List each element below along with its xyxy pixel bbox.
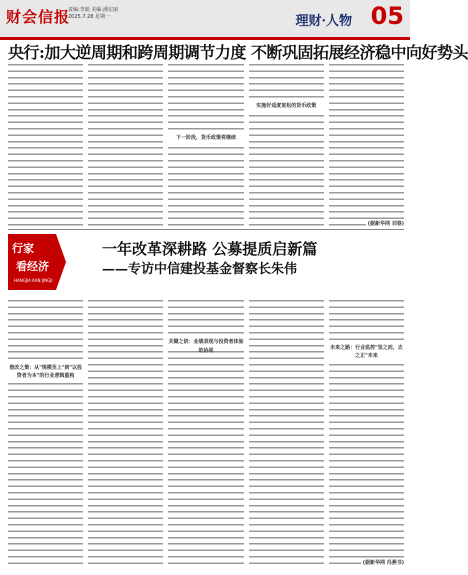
feature-byline: (据新华网 冯燕书) [362,560,405,566]
article-column [168,62,243,227]
masthead-meta [68,7,156,21]
article-column [329,298,404,566]
column-badge [8,234,56,290]
top-story-body [8,62,404,227]
badge-arrow [56,234,66,290]
article-column [88,62,163,227]
feature-subhead: 借改之策：从"规模至上"到"以投资者为本"的行业逻辑重构 [9,365,83,379]
date-line: 2025.7.28 星期一 [68,14,111,20]
feature-subheadline: ——专访中信建投基金督察长朱伟 [102,262,298,277]
story-byline: (据新华网 刘春) [367,221,405,227]
page-number: 05 [370,2,404,30]
badge-line3: HANGJIA KAN JINGJI [14,278,53,283]
editor-line: 责编:李娟 美编:潘宏丽 [68,7,118,13]
badge-line1: 行家 [12,242,34,255]
newspaper-logo: 财会信报 [6,8,71,26]
section-divider [8,229,404,230]
masthead [0,0,410,37]
feature-subhead: 未来之路：行业监控"坚之而，去之正"未来 [330,345,403,359]
story-subhead: 下一阶段，货币政策将继续 [168,134,243,143]
article-column [168,298,243,566]
article-column [8,298,83,566]
article-column [8,62,83,227]
top-story-headline: 央行:加大逆周期和跨周期调节力度 不断巩固拓展经济稳中向好势头 [8,43,468,62]
section-title: 理财·人物 [295,14,352,29]
badge-line2: 看经济 [16,260,49,273]
feature-subhead: 关键之钥：业绩表现与投资者体验的协同 [168,339,244,354]
article-column [249,62,324,227]
story-subhead: 实施好适度宽松的货币政策 [249,102,324,111]
article-column [249,298,324,566]
feature-body [8,298,404,566]
feature-headline: 一年改革深耕路 公募提质启新篇 [102,240,318,258]
article-column [329,62,404,227]
article-column [88,298,163,566]
